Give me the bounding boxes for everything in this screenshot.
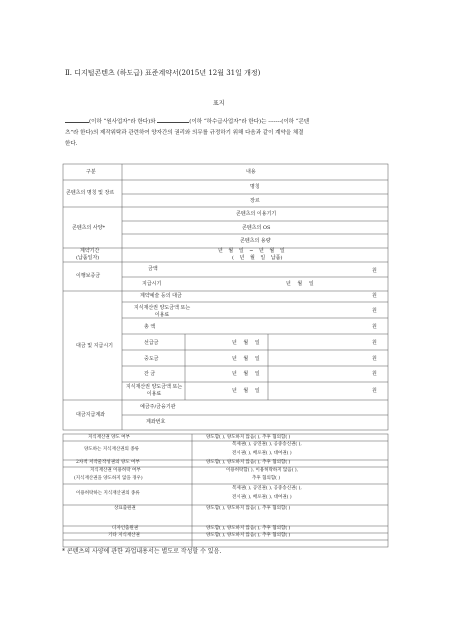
won-unit: 원 [372, 371, 377, 377]
won-unit: 원 [372, 324, 377, 330]
row-value: 전시권( ), 배포권( ), 대여권( ) [232, 451, 292, 456]
period-value-2: ( 년 월 일 납품) [232, 255, 283, 261]
row-label: 기타 지식재산권 [108, 533, 140, 538]
sum-label: 총 액 [144, 324, 156, 330]
ip-fee-label: 지식재산권 양도금액 또는 이용료 [133, 305, 191, 318]
down-payment-label: 선급금 [144, 340, 159, 346]
mid-payment-label: 중도금 [144, 356, 159, 362]
ip-payment-label: 지식재산권 양도금액 또는 이용료 [125, 384, 183, 397]
header-label: 구분 [86, 169, 96, 175]
row-label: 이용허락하는 지식재산권의 종류 [76, 491, 140, 496]
total-amount-label: 계약예술 등의 대금 [140, 293, 182, 299]
account-no-label: 계좌번호 [146, 419, 166, 425]
intro-text: (이하 “하수급사업자”라 한다)는 -------(이하 “콘텐 [189, 119, 310, 125]
intro-text: 한다. [65, 141, 78, 147]
date-value: 년 월 일 [286, 281, 314, 287]
won-unit: 원 [372, 293, 377, 299]
row-label: 지식재산권 양도 여부 [88, 435, 130, 440]
balance-date: 년 월 일 [232, 371, 260, 377]
document-title: 표지 [213, 100, 225, 107]
down-payment-date: 년 월 일 [232, 340, 260, 346]
ip-payment-date: 년 월 일 [232, 388, 260, 394]
row-value: 양도함( ), 양도하지 않음( ), 추후 협의함( ) [206, 435, 291, 440]
content-spec-label: 콘텐츠의 사양* [72, 225, 106, 231]
name-label: 명칭 [250, 184, 260, 190]
section-heading: Ⅱ. 디지털콘텐츠 (하도급) 표준계약서(2015년 12월 31일 개정) [65, 69, 261, 77]
row-value: 전시권( ), 배포권( ), 대여권( ) [232, 495, 292, 500]
row-label: (지식재산권을 양도하지 않을 경우) [74, 476, 143, 481]
content-title-genre-label: 콘텐츠의 명칭 및 장르 [66, 190, 115, 196]
won-unit: 원 [372, 388, 377, 394]
period-sub-label: (납품일자) [76, 255, 100, 261]
advance-label: 이행보증금 [76, 273, 101, 279]
row-label: 양도하는 지식재산권의 종류 [84, 447, 140, 452]
period-label: 계약기간 [80, 248, 100, 254]
row-value: 추후 협의함( ) [252, 476, 281, 481]
won-unit: 원 [372, 308, 377, 314]
won-unit: 원 [372, 268, 377, 274]
header-content: 내용 [246, 169, 256, 175]
row-value: 양도함( ), 양도하지 않음( ), 추후 협의함( ) [206, 506, 291, 511]
bank-label: 대금지급계좌 [76, 412, 105, 418]
bank-name-label: 예금주/금융기관 [140, 404, 176, 410]
os-label: 콘텐츠의 OS [242, 225, 271, 231]
amount-label: 금액 [148, 266, 158, 272]
type-label: 콘텐츠의 용량 [240, 238, 271, 244]
balance-label: 잔 금 [144, 371, 156, 377]
row-label: 2차적 저작물작성권의 양도 여부 [76, 460, 140, 465]
footnote: * 콘텐츠의 사양에 관한 과업내용서는 별도로 작성할 수 있음. [62, 548, 222, 555]
row-label: 디자인출원권 [112, 526, 139, 531]
row-value: 양도함( ), 양도하지 않음( ), 추후 협의함( ) [206, 460, 291, 465]
mid-payment-date: 년 월 일 [232, 356, 260, 362]
intro-text: (이하 “원사업자”라 한다)와 [89, 119, 156, 125]
genre-label: 장르 [250, 198, 260, 204]
won-unit: 원 [372, 340, 377, 346]
row-value: 복제권( ), 공연권( ), 공중송신권( ), [232, 442, 302, 447]
row-label: 지식재산권 이용허락 여부 [90, 468, 141, 473]
row-label: 상표출원권 [114, 506, 136, 511]
period-value: 년 월 일 ~ 년 월 일 [218, 248, 285, 254]
row-value: 복제권( ), 공연권( ), 공중송신권( ), [232, 486, 302, 491]
row-value: 양도함( ), 양도하지 않음( ), 추후 협의함( ) [206, 533, 291, 538]
won-unit: 원 [372, 356, 377, 362]
pay-time-label: 지급시기 [142, 281, 162, 287]
row-value: 양도함( ), 양도하지 않음( ), 추후 협의함( ) [206, 526, 291, 531]
platform-label: 콘텐츠의 이용기기 [236, 211, 277, 217]
intro-text: 츠”라 한다)의 제작위탁과 관련하여 양자간의 권리와 의무를 규정하기 위해 다음과 같이 계약을 체결 [65, 130, 304, 136]
payment-label: 대금 및 지급시기 [76, 343, 113, 349]
row-value: 이용허락함( ), 이용허락하지 않음( ), [226, 468, 299, 473]
